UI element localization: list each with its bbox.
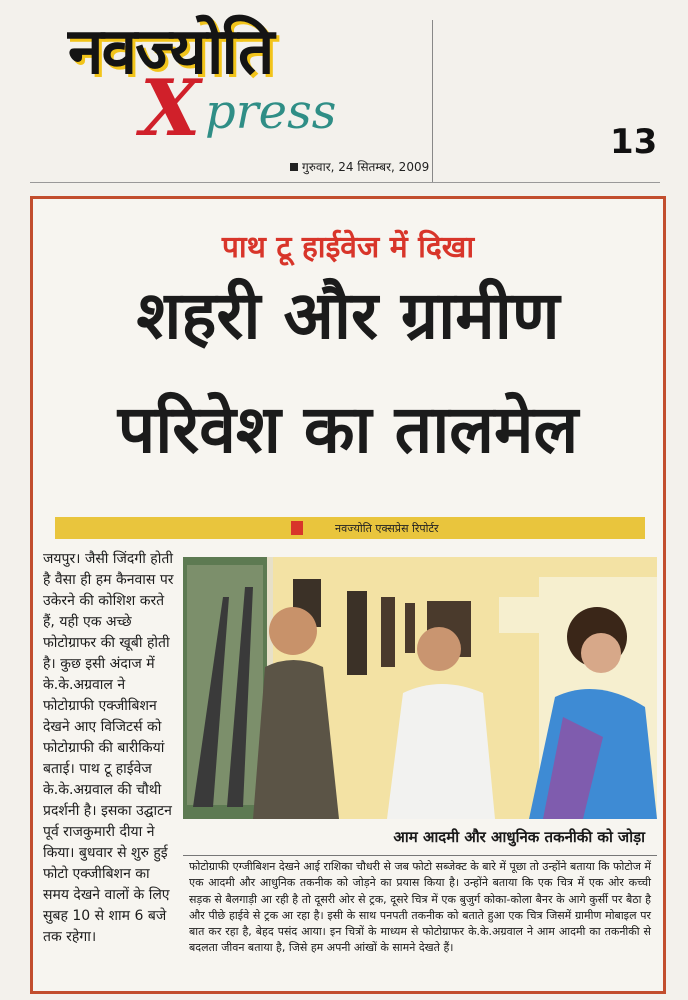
red-square-icon: [291, 521, 303, 535]
headline-line-1: शहरी और ग्रामीण: [136, 277, 560, 354]
bullet-square-icon: [290, 163, 298, 171]
logo-x: X: [140, 63, 201, 154]
logo-press: press: [205, 84, 337, 140]
article-kicker: पाथ टू हाईवेज में दिखा: [221, 230, 475, 265]
right-column-text: फोटोग्राफी एग्जीबिशन देखने आई राशिका चौधरी से जब फोटो सब्जेक्ट के बारे में पूछा तो उन्होंने बताया कि फोटोज में एक आदमी और आधुनिक तकनीक को जोड़ने का प्रयास किया है। उन्होंने बताया कि एक चित्र में एक ओर कच्ची सड़क से बैलगाड़ी आ रही है तो दूसरी ओर से ट्रक, दूसरे चित्र में एक बुजुर्ग कोका-कोला बैनर के आगे कुर्सी पर बैठा है और पीछे हाईवे से ट्रक आ रहा है। इसी के साथ पनपती तकनीक को बताते हुआ एक चित्र जिसमें ग्रामीण मोबाइल पर बात कर रहा है, बेहद पसंद आया। इन चित्रों के माध्यम से फोटोग्राफर के.के.अग्रवाल ने आम आदमी का तकनीकी से बदलता जीवन बताया है, जिसे हम अपनी आंखों के सामने देखते हैं।: [189, 860, 651, 955]
dateline-text: गुरुवार, 24 सितम्बर, 2009: [302, 160, 430, 174]
photo-caption: आम आदमी और आधुनिक तकनीकी को जोड़ा: [393, 828, 645, 846]
header-divider: [30, 182, 660, 183]
headline-line-2: परिवेश का तालमेल: [117, 391, 579, 468]
article-frame: [30, 196, 666, 994]
logo-hindi: नवज्योति: [68, 15, 273, 89]
masthead: [0, 0, 688, 190]
dateline: [290, 158, 429, 175]
caption-divider: [183, 855, 657, 856]
vertical-divider: [432, 20, 433, 182]
byline: नवज्योति एक्सप्रेस रिपोर्टर: [335, 522, 439, 535]
exhibition-photo-illustration: [183, 557, 657, 819]
exhibition-photo: [183, 557, 657, 819]
byline-band: [55, 517, 645, 539]
left-column-text: जयपुर। जैसी जिंदगी होती है वैसा ही हम कैनवास पर उकेरने की कोशिश करते हैं, यही एक अच्छे फोटोग्राफर की खूबी होती है। कुछ इसी अंदाज में के.के.अग्रवाल ने फोटोग्राफी एक्जीबिशन देखने आए विजिटर्स को फोटोग्राफी की बारीकियां बताई। पाथ टू हाईवेज के.के.अग्रवाल की चौथी प्रदर्शनी है। इसका उद्घाटन पूर्व राजकुमारी दीया ने किया। बुधवार से शुरु हुई फोटो एक्जीबिशन का समय देखने वालों के लिए सुबह 10 से शाम 6 बजे तक रहेगा।: [43, 551, 174, 945]
page-number: 13: [610, 122, 658, 162]
